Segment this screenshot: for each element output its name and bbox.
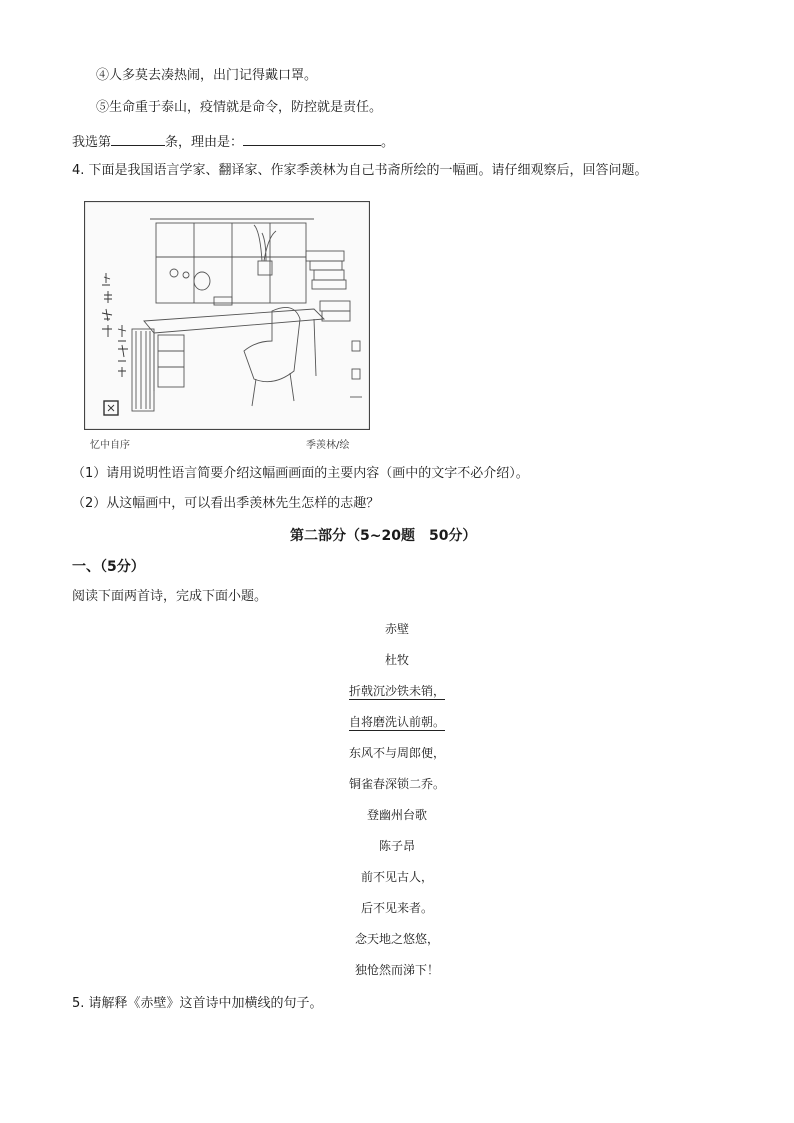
option-4: ④人多莫去凑热闹，出门记得戴口罩。 [96,68,318,83]
choice-suffix: 。 [381,135,395,150]
poem-2-author: 陈子昂 [378,839,415,853]
choice-line [72,131,394,152]
choice-reason-blank[interactable] [243,131,381,146]
question-4-prompt: 4. 下面是我国语言学家、翻译家、作家季羡林为自己书斋所绘的一幅画。请仔细观察后，回答问题。 [72,163,648,178]
poem-1-line-3: 东风不与周郎便， [348,746,445,760]
choice-prefix: 我选第 [72,135,112,150]
sketch-drawing [84,201,370,430]
option-5: ⑤生命重于泰山，疫情就是命令，防控就是责任。 [96,100,383,115]
poem-2-title: 登幽州台歌 [366,808,427,822]
poem-1-line-4: 铜雀春深锁二乔。 [348,777,445,791]
study-room-sketch [84,201,370,430]
underlined-line: 折戟沉沙铁未销， [348,684,445,698]
poem-2-line-1: 前不见古人， [360,870,433,884]
poem-2-line-4: 独怆然而涕下！ [354,963,439,977]
poem-1-line-2 [0,714,794,730]
poem-1-author: 杜牧 [384,653,409,667]
part-2-title: 第二部分（5~20题 50分） [290,528,477,544]
section-1-title: 一、（5分） [72,559,145,575]
question-4-sub-1: （1）请用说明性语言简要介绍这幅画画面的主要内容（画中的文字不必介绍）。 [72,466,529,481]
section-instruction: 阅读下面两首诗，完成下面小题。 [72,589,268,604]
question-5-prompt: 5. 请解释《赤壁》这首诗中加横线的句子。 [72,996,323,1011]
poem-1-title: 赤壁 [384,622,409,636]
figure-caption-right: 季羡林/绘 [306,440,350,451]
underlined-line: 自将磨洗认前朝。 [348,715,445,729]
question-4-sub-2: （2）从这幅画中，可以看出季羡林先生怎样的志趣？ [72,496,380,511]
choice-middle: 条，理由是： [165,135,244,150]
poem-2-line-2: 后不见来者。 [360,901,433,915]
figure-caption-left: 忆中自序 [90,440,130,451]
choice-number-blank[interactable] [111,131,165,146]
poem-1-line-1 [0,683,794,699]
poem-2-line-3: 念天地之悠悠， [354,932,439,946]
